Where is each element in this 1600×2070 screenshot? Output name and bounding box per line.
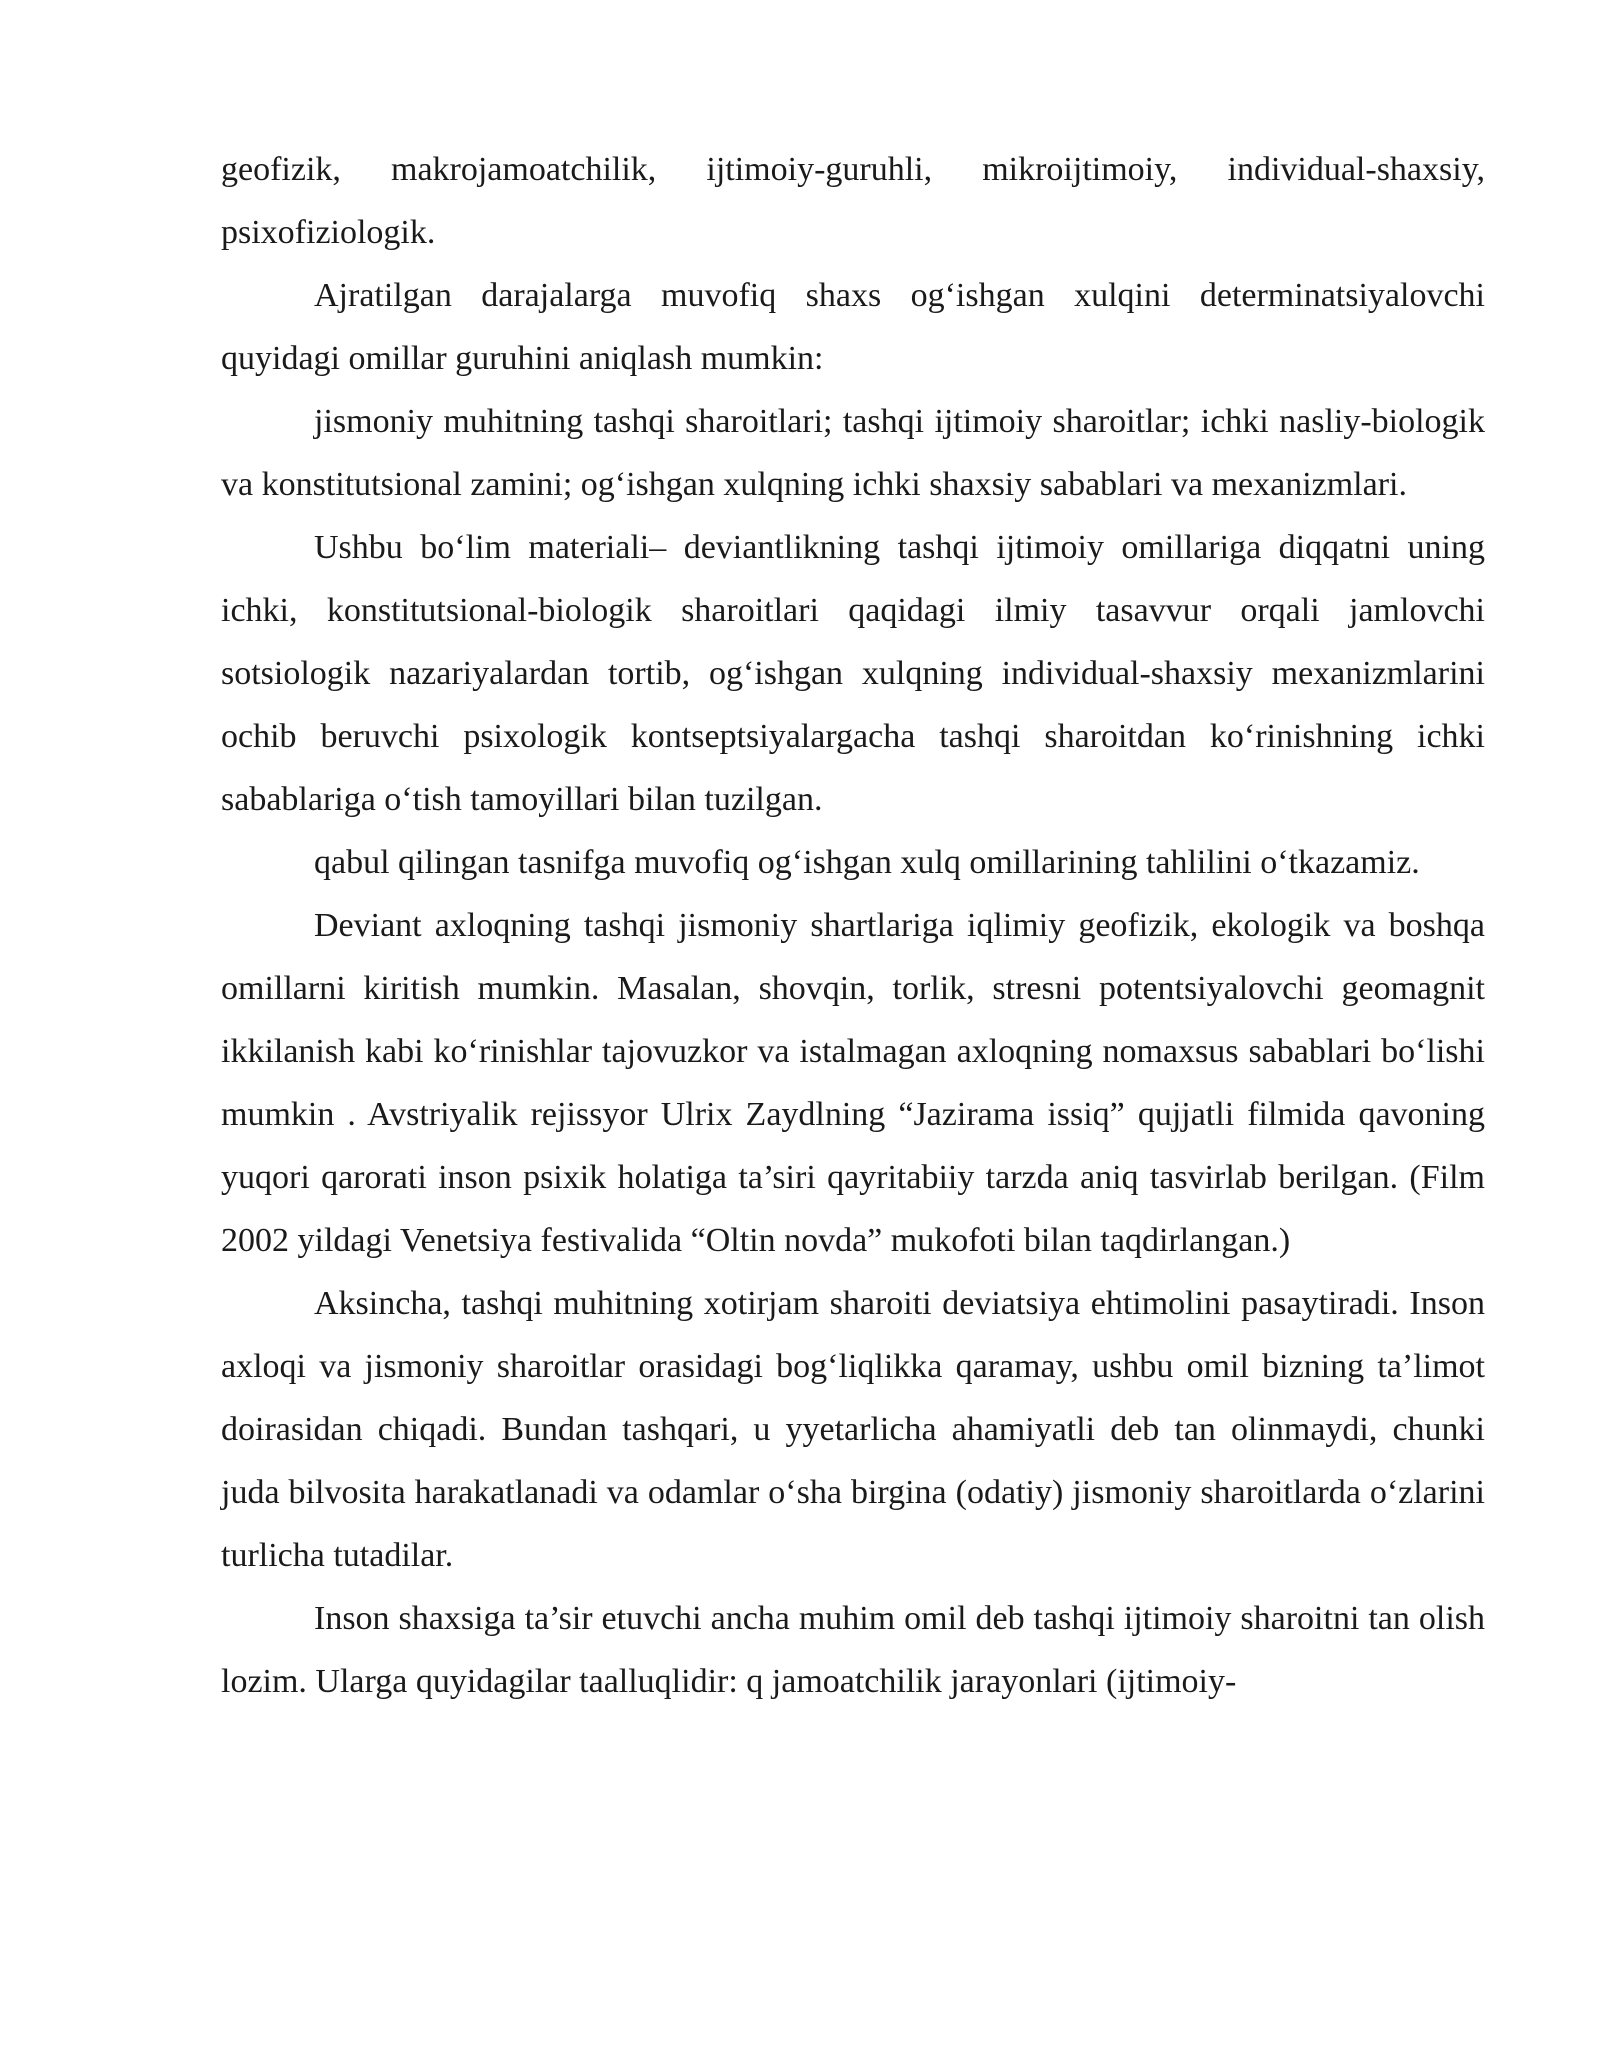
paragraph-5: qabul qilingan tasnifga muvofiq og‘ishgan xulq omillarining tahlilini o‘tkazamiz. — [314, 844, 1420, 881]
paragraph-3: jismoniy muhitning tashqi sharoitlari; tashqi ijtimoiy sharoitlar; ichki nasliy-biologik va konstitutsional zamini; og‘ishgan xulqning ichki shaxsiy sabablari va mexanizmlari. — [221, 403, 1485, 503]
paragraph-8: Inson shaxsiga ta’sir etuvchi ancha muhim omil deb tashqi ijtimoiy sharoitni tan olish lozim. Ularga quyidagilar taalluqlidir: q jamoatchilik jarayonlari (ijtimoiy- — [221, 1600, 1485, 1700]
paragraph-1: geofizik, makrojamoatchilik, ijtimoiy-guruhli, mikroijtimoiy, individual-shaxsiy, psixofiziologik. — [221, 151, 1485, 251]
paragraph-4: Ushbu bo‘lim materiali– deviantlikning tashqi ijtimoiy omillariga diqqatni uning ichki, konstitutsional-biologik sharoitlari qaqidagi ilmiy tasavvur orqali jamlovchi sotsiologik nazariyalardan tortib, og‘ishgan xulqning individual-shaxsiy mexanizmlarini ochib beruvchi psixologik kontseptsiyalargacha tashqi sharoitdan ko‘rinishning ichki sabablariga o‘tish tamoyillari bilan tuzilgan. — [221, 529, 1485, 818]
document-body — [221, 138, 1485, 1713]
paragraph-6: Deviant axloqning tashqi jismoniy shartlariga iqlimiy geofizik, ekologik va boshqa omillarni kiritish mumkin. Masalan, shovqin, torlik, stresni potentsiyalovchi geomagnit ikkilanish kabi ko‘rinishlar tajovuzkor va istalmagan axloqning nomaxsus sabablari bo‘lishi mumkin . Avstriyalik rejissyor Ulrix Zaydlning “Jazirama issiq” qujjatli filmida qavoning yuqori qarorati inson psixik holatiga ta’siri qayritabiiy tarzda aniq tasvirlab berilgan. (Film 2002 yildagi Venetsiya festivalida “Oltin novda” mukofoti bilan taqdirlangan.) — [221, 907, 1485, 1259]
paragraph-2: Ajratilgan darajalarga muvofiq shaxs og‘ishgan xulqini determinatsiyalovchi quyidagi omillar guruhini aniqlash mumkin: — [221, 277, 1485, 377]
paragraph-7: Aksincha, tashqi muhitning xotirjam sharoiti deviatsiya ehtimolini pasaytiradi. Inson axloqi va jismoniy sharoitlar orasidagi bog‘liqlikka qaramay, ushbu omil bizning ta’limot doirasidan chiqadi. Bundan tashqari, u yyetarlicha ahamiyatli deb tan olinmaydi, chunki juda bilvosita harakatlanadi va odamlar o‘sha birgina (odatiy) jismoniy sharoitlarda o‘zlarini turlicha tutadilar. — [221, 1285, 1485, 1574]
